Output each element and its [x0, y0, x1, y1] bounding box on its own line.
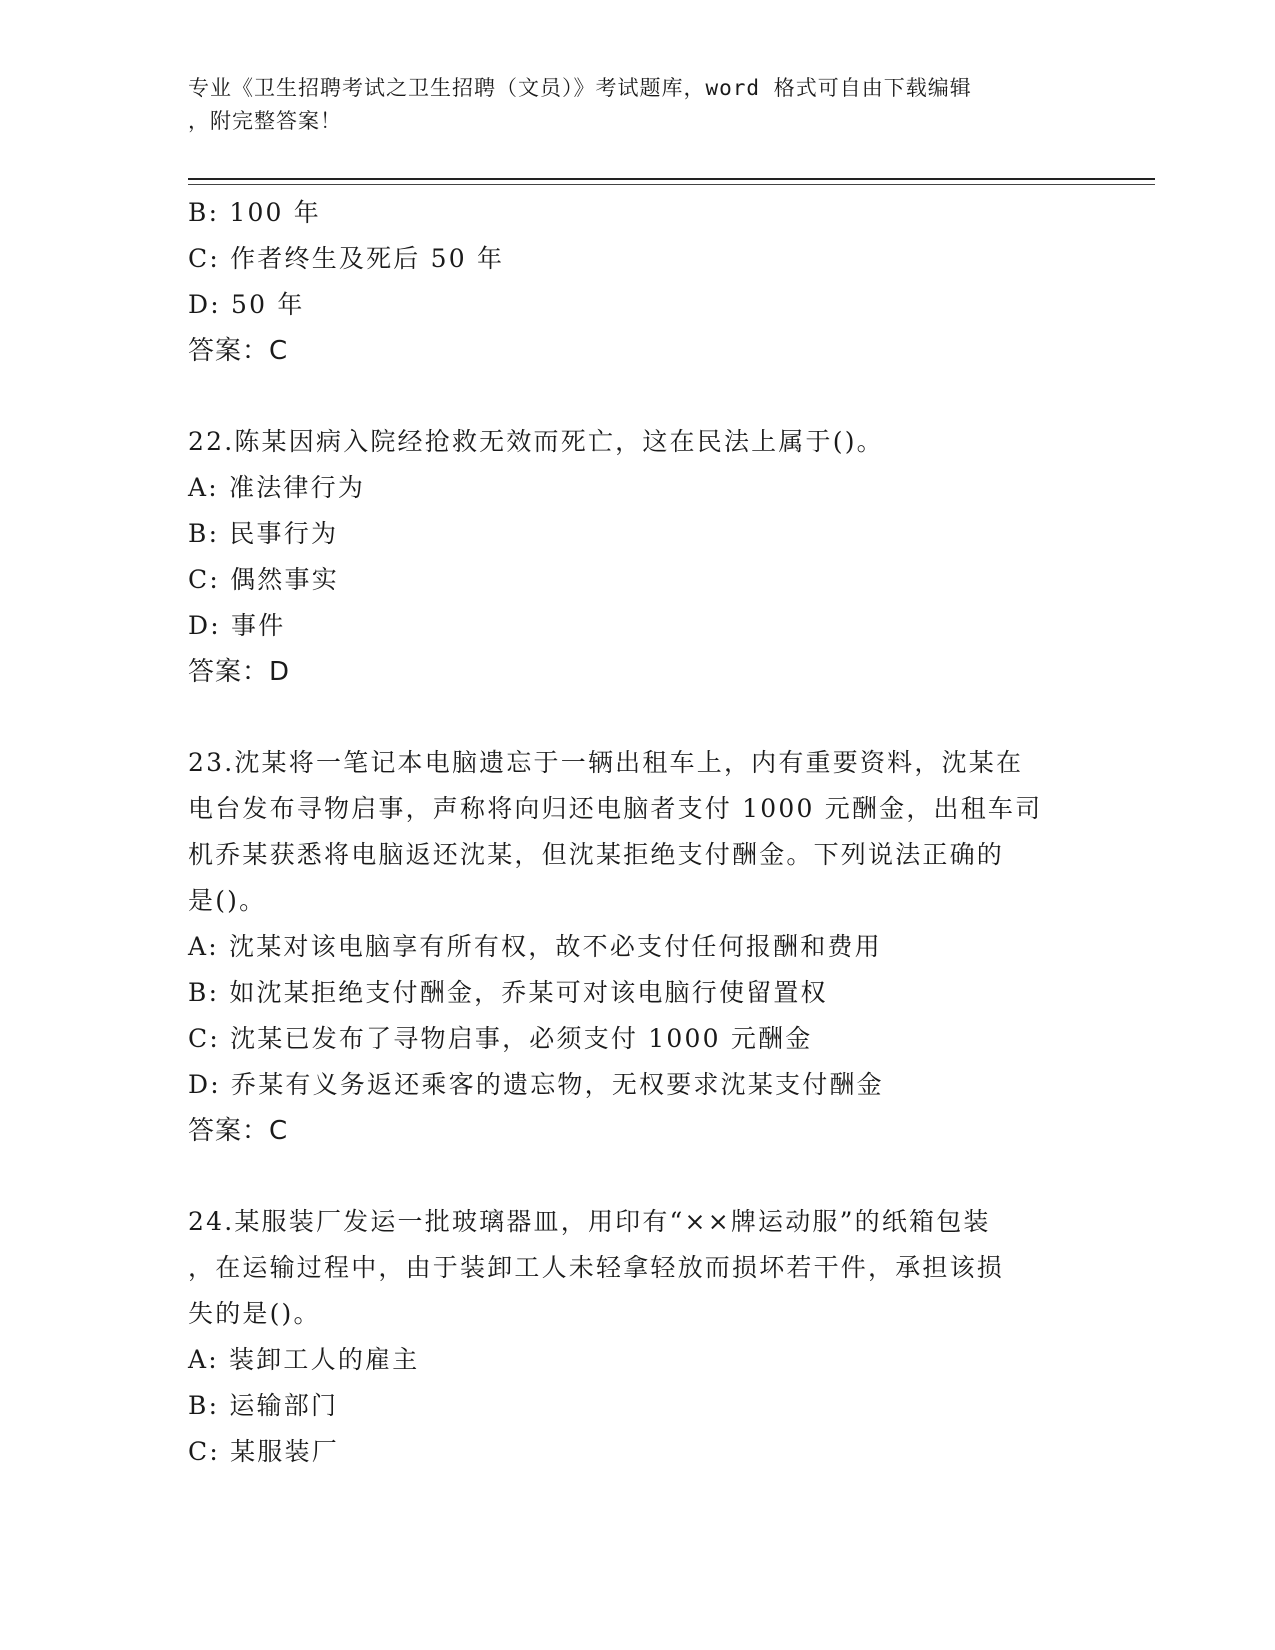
option-a: A: 装卸工人的雇主 — [188, 1345, 420, 1374]
question-list — [188, 190, 1088, 1475]
option-b: B: 如沈某拒绝支付酬金，乔某可对该电脑行使留置权 — [188, 978, 828, 1007]
answer-line: 答案：D — [188, 657, 291, 687]
question-24 — [188, 1199, 1088, 1475]
option-c: C: 某服装厂 — [188, 1437, 339, 1466]
option-a: A: 准法律行为 — [188, 473, 366, 502]
spacer — [188, 695, 1088, 740]
answer-line: 答案：C — [188, 1116, 289, 1146]
question-text: 是()。 — [188, 886, 267, 915]
spacer — [188, 1154, 1088, 1199]
question-text: 电台发布寻物启事，声称将向归还电脑者支付 1000 元酬金，出租车司 — [188, 794, 1043, 823]
option-d: D: 乔某有义务返还乘客的遗忘物，无权要求沈某支付酬金 — [188, 1070, 884, 1099]
header-line-1: 专业《卫生招聘考试之卫生招聘（文员）》考试题库，word 格式可自由下载编辑 — [188, 76, 972, 100]
option-c: C: 作者终生及死后 50 年 — [188, 244, 505, 273]
option-a: A: 沈某对该电脑享有所有权，故不必支付任何报酬和费用 — [188, 932, 882, 961]
question-text: 失的是()。 — [188, 1299, 321, 1328]
option-c: C: 偶然事实 — [188, 565, 339, 594]
page-header — [188, 72, 1088, 138]
question-text: 23.沈某将一笔记本电脑遗忘于一辆出租车上，内有重要资料，沈某在 — [188, 748, 1024, 777]
option-d: D: 事件 — [188, 611, 286, 640]
spacer — [188, 374, 1088, 419]
option-d: D: 50 年 — [188, 290, 305, 319]
header-divider-thick — [188, 178, 1155, 180]
question-21-continuation — [188, 190, 1088, 374]
option-b: B: 运输部门 — [188, 1391, 339, 1420]
option-b: B: 100 年 — [188, 198, 322, 227]
question-text: 机乔某获悉将电脑返还沈某，但沈某拒绝支付酬金。下列说法正确的 — [188, 840, 1005, 869]
question-23 — [188, 740, 1088, 1154]
header-line-2: ，附完整答案！ — [188, 109, 342, 133]
option-b: B: 民事行为 — [188, 519, 339, 548]
question-text: ，在运输过程中，由于装卸工人未轻拿轻放而损坏若干件，承担该损 — [188, 1253, 1005, 1282]
option-c: C: 沈某已发布了寻物启事，必须支付 1000 元酬金 — [188, 1024, 813, 1053]
question-text: 24.某服装厂发运一批玻璃器皿，用印有“××牌运动服”的纸箱包装 — [188, 1207, 991, 1236]
answer-line: 答案：C — [188, 336, 289, 366]
header-divider-thin — [188, 184, 1155, 185]
question-text: 22.陈某因病入院经抢救无效而死亡，这在民法上属于()。 — [188, 427, 884, 456]
question-22 — [188, 419, 1088, 695]
